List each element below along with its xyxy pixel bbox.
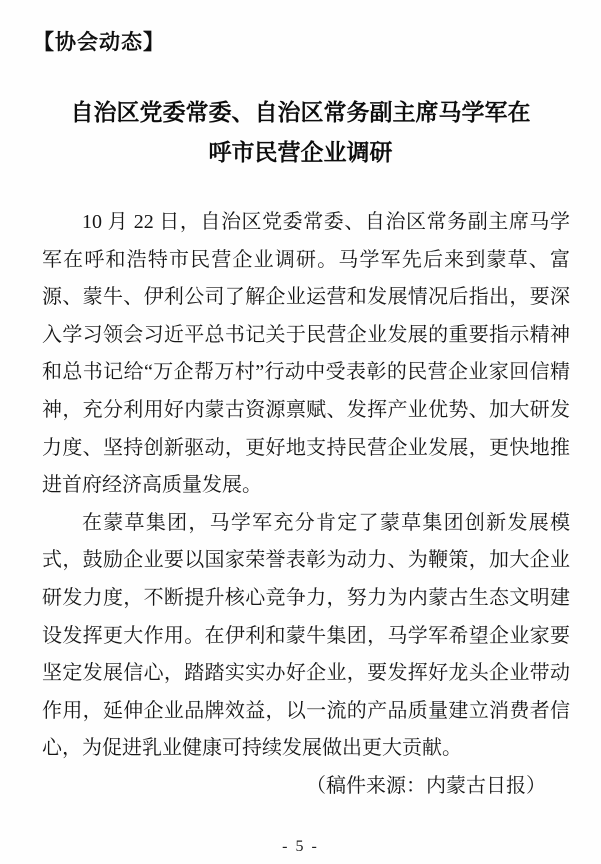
paragraph-1: 10 月 22 日，自治区党委常委、自治区常务副主席马学军在呼和浩特市民营企业调研。马学军先后来到蒙草、富源、蒙牛、伊利公司了解企业运营和发展情况后指出，要深入学习领会习近平总书记关于民营企业发展的重要指示精神和总书记给“万企帮万村”行动中受表彰的民营企业家回信精神，充分利用好内蒙古资源禀赋、发挥产业优势、加大研发力度、坚持创新驱动，更好地支持民营企业发展，更快地推进首府经济高质量发展。 xyxy=(42,211,570,497)
article-title-line1: 自治区党委常委、自治区常务副主席马学军在 xyxy=(70,100,531,125)
article-title-line2: 呼市民营企业调研 xyxy=(208,140,393,165)
article-body xyxy=(42,204,570,806)
source-attribution: （稿件来源：内蒙古日报） xyxy=(306,774,546,797)
paragraph-2: 在蒙草集团，马学军充分肯定了蒙草集团创新发展模式，鼓励企业要以国家荣誉表彰为动力、为鞭策，加大企业研发力度，不断提升核心竞争力，努力为内蒙古生态文明建设发挥更大作用。在伊利和蒙牛集团，马学军希望企业家要坚定发展信心，踏踏实实办好企业，要发挥好龙头企业带动作用，延伸企业品牌效益，以一流的产品质量建立消费者信心，为促进乳业健康可持续发展做出更大贡献。 xyxy=(42,511,570,760)
section-header: 【协会动态】 xyxy=(33,31,165,54)
article-title xyxy=(30,93,571,173)
page-number: - 5 - xyxy=(282,838,319,855)
